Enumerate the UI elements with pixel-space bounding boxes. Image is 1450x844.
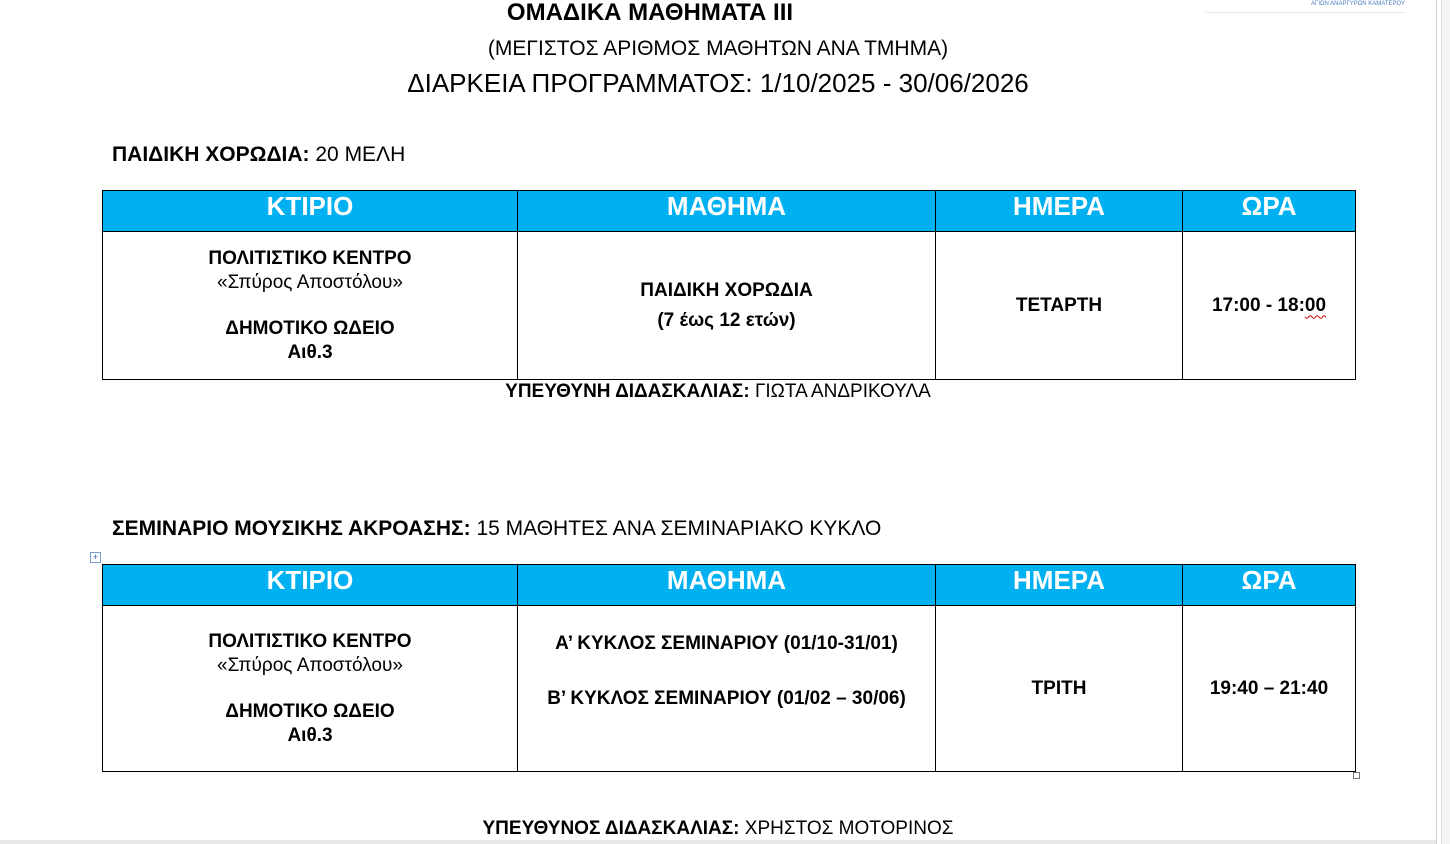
section-heading-seminar [112, 516, 881, 542]
section-label: ΣΕΜΙΝΑΡΙΟ ΜΟΥΣΙΚΗΣ ΑΚΡΟΑΣΗΣ: [112, 517, 471, 540]
teacher-label: ΥΠΕΥΘΥΝΟΣ ΔΙΔΑΣΚΑΛΙΑΣ: [482, 818, 740, 839]
table-move-handle-icon[interactable]: + [90, 552, 101, 563]
cell-time: 19:40 – 21:40 [1183, 606, 1356, 772]
cell-time [1183, 232, 1356, 380]
col-header-course: ΜΑΘΗΜΑ [518, 565, 936, 606]
logo-text: ΑΓΙΩΝ ΑΝΑΡΓΥΡΩΝ ΚΑΜΑΤΕΡΟΥ [1311, 1, 1405, 7]
seminar-cycle-a: Α’ ΚΥΚΛΟΣ ΣΕΜΙΝΑΡΙΟΥ (01/10-31/01) [555, 633, 898, 654]
course-age: (7 έως 12 ετών) [657, 309, 796, 331]
page-title: ΟΜΑΔΙΚΑ ΜΑΘΗΜΑΤΑ III [506, 0, 794, 26]
schedule-table-choir [102, 190, 1356, 380]
teacher-name: ΓΙΩΤΑ ΑΝΔΡΙΚΟΥΛΑ [754, 381, 931, 402]
building-name: ΠΟΛΙΤΙΣΤΙΚΟ ΚΕΝΤΡΟ [208, 247, 412, 269]
section-capacity: 15 ΜΑΘΗΤΕΣ ΑΝΑ ΣΕΜΙΝΑΡΙΑΚΟ ΚΥΚΛΟ [476, 517, 882, 540]
table-resize-handle[interactable] [1353, 772, 1360, 779]
table-row [103, 606, 1356, 772]
col-header-building: ΚΤΙΡΙΟ [103, 191, 518, 232]
teacher-line-seminar [0, 817, 1436, 841]
building-subname: «Σπύρος Αποστόλου» [217, 271, 403, 293]
teacher-label: ΥΠΕΥΘΥΝΗ ΔΙΔΑΣΚΑΛΙΑΣ: [505, 381, 750, 402]
cell-day: ΤΕΤΑΡΤΗ [936, 232, 1183, 380]
teacher-name: ΧΡΗΣΤΟΣ ΜΟΤΟΡΙΝΟΣ [744, 818, 954, 839]
table-header-row [103, 565, 1356, 606]
page-edge [1436, 0, 1437, 844]
col-header-course: ΜΑΘΗΜΑ [518, 191, 936, 232]
program-duration: ΔΙΑΡΚΕΙΑ ΠΡΟΓΡΑΜΜΑΤΟΣ: 1/10/2025 - 30/06/2026 [407, 68, 1029, 98]
building-subname: «Σπύρος Αποστόλου» [217, 654, 403, 676]
scrollbar-track[interactable] [1441, 0, 1450, 844]
course-name: ΠΑΙΔΙΚΗ ΧΟΡΩΔΙΑ [640, 279, 813, 301]
table-header-row [103, 191, 1356, 232]
cell-course [518, 232, 936, 380]
seminar-cycle-b: Β’ ΚΥΚΛΟΣ ΣΕΜΙΝΑΡΙΟΥ (01/02 – 30/06) [547, 688, 906, 709]
teacher-line-choir [0, 380, 1436, 404]
section-label: ΠΑΙΔΙΚΗ ΧΟΡΩΔΙΑ: [112, 143, 310, 166]
cell-day: ΤΡΙΤΗ [936, 606, 1183, 772]
col-header-building: ΚΤΙΡΙΟ [103, 565, 518, 606]
cell-building [103, 606, 518, 772]
time-end: 00 [1304, 294, 1327, 316]
section-heading-choir [112, 142, 405, 168]
section-capacity: 20 ΜΕΛΗ [315, 143, 406, 166]
cell-course [518, 606, 936, 772]
room-number: Αιθ.3 [287, 724, 333, 746]
time-start: 17:00 - 18: [1211, 294, 1305, 316]
cell-building [103, 232, 518, 380]
col-header-time: ΩΡΑ [1183, 191, 1356, 232]
col-header-time: ΩΡΑ [1183, 565, 1356, 606]
table-row [103, 232, 1356, 380]
room-number: Αιθ.3 [287, 341, 333, 363]
col-header-day: ΗΜΕΡΑ [936, 565, 1183, 606]
building-name: ΠΟΛΙΤΙΣΤΙΚΟ ΚΕΝΤΡΟ [208, 630, 412, 652]
page-subtitle: (ΜΕΓΙΣΤΟΣ ΑΡΙΘΜΟΣ ΜΑΘΗΤΩΝ ΑΝΑ ΤΜΗΜΑ) [487, 37, 949, 60]
conservatory-name: ΔΗΜΟΤΙΚΟ ΩΔΕΙΟ [225, 317, 395, 339]
col-header-day: ΗΜΕΡΑ [936, 191, 1183, 232]
conservatory-name: ΔΗΜΟΤΙΚΟ ΩΔΕΙΟ [225, 700, 395, 722]
schedule-table-seminar [102, 564, 1356, 772]
